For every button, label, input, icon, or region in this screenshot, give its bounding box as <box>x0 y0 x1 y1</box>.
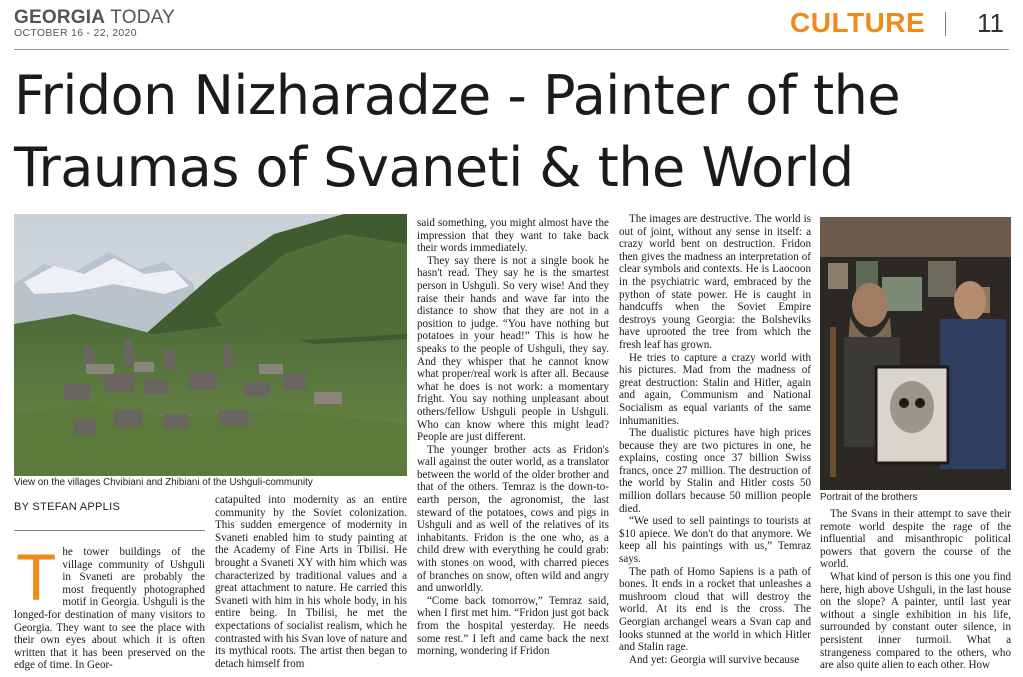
paragraph: The path of Homo Sapiens is a path of bones. It ends in a rocket that unleashes a mushroom cloud that will destroy the world. At its end is the cross. The Georgian archangel wears a Svan cap and looks stunned at the world in which Hitler and Stalin rage. <box>619 565 811 654</box>
paragraph: “We used to sell paintings to tourists at $10 apiece. We don't do that anymore. We keep all his paintings with us,” Temraz says. <box>619 515 811 566</box>
article-column-4 <box>619 213 811 666</box>
byline-rule <box>14 530 205 531</box>
article-column-5 <box>820 508 1011 672</box>
paragraph: The Svans in their attempt to save their remote world despite the rage of the influential and misanthropic political powers that govern the course of the world. <box>820 508 1011 571</box>
paragraph: He tries to capture a crazy world with his pictures. Mad from the madness of great destruction: Stalin and Hitler, again and again, Communism and National Socialism as equal variants of the same inhumanities. <box>619 351 811 427</box>
article-headline: Fridon Nizharadze - Painter of the Traumas of Svaneti & the World <box>14 64 901 199</box>
landscape-photo <box>14 214 407 476</box>
drop-cap: T <box>16 540 57 614</box>
paragraph: “Come back tomorrow,” Temraz said, when I first met him. “Fridon just got back from the hospital yesterday. He needs some rest.” I left and came back the next morning, wondering if Fridon <box>417 594 609 658</box>
paragraph: They say there is not a single book he hasn't read. They say he is the smartest person in Ushguli. So very wise! And they raise their hands and wave far into the distance to show that they are not in a position to judge. “You have nothing but potatoes in your head!” This is how he speaks to the people of Ushguli, they say. And they whisper that he cannot know what proper/real work is after all. Because what he does is not work: a momentary fright. You say nothing unpleasant about others/fellow Ushguli people in Ushguli. Who can know where this might lead? People are just different. <box>417 254 609 444</box>
paragraph: catapulted into modernity as an entire community by the Soviet colonization. This sudden emergence of modernity in Svaneti enabled him to study painting at the Academy of Fine Arts in Tbilisi. He brought a Svaneti XY with him which was characterized by traditional values and a great attachment to nature. He carried this Svaneti with him in his whole body, in his entire being. In Tbilisi, he met the expectations of socialist realism, which he contrasted with his Svan love of nature and its mythical roots. The artist then began to detach himself from <box>215 494 407 670</box>
photo-caption: Portrait of the brothers <box>820 492 918 503</box>
masthead <box>14 8 175 39</box>
paragraph: And yet: Georgia will survive because <box>629 653 800 666</box>
paragraph: said something, you might almost have the impression that they want to take back their words immediately. <box>417 217 609 255</box>
section-label: CULTURE <box>790 7 926 38</box>
article-column-3 <box>417 217 609 658</box>
issue-date: OCTOBER 16 - 22, 2020 <box>14 27 137 39</box>
paragraph: he tower buildings of the village community of Ushguli in Svaneti are probably the most frequently photographed motif in Georgia. Ushguli is the longed-for destination of many visitors to Georgia. They want to see the place with their own eyes about which it is often written that it has been preserved on the edge of time. In Geor- <box>14 546 205 672</box>
newspaper-logo: GEORGIA TODAY <box>14 7 175 28</box>
paragraph: What kind of person is this one you find here, high above Ushguli, in the last house on the slope? A painter, until last year without a single exhibition in his life, surrounded by constant outer silence, in persistent inner turmoil. What a strangeness compared to the others, who are also quite alien to each other. How <box>820 570 1011 672</box>
photo-caption: View on the villages Chvibiani and Zhibiani of the Ushguli-community <box>14 477 313 488</box>
paragraph: The images are destructive. The world is out of joint, without any sense in itself: a crazy world bent on destruction. Fridon then gives the madness an interpretation of clear symbols and contexts. He is Laocoon in the psychiatric ward, embraced by the python of state power. He is caught in handcuffs when the Soviet Empire destroys young Georgia: the Bolsheviks have uprooted the tree from which the fresh leaf has grown. <box>619 213 811 351</box>
paragraph: The younger brother acts as Fridon's wall against the outer world, as a translator between the world of the older brother and that of the others. Temraz is the down-to-earth person, the agronomist, the last steward of the potatoes, cows and pigs in Ushguli and as well of the relatives of its inhabitants. Fridon is the one who, as a child drew with everything he could grab: with stones on wood, with charred pieces of branches on snow, often wild and angry and unworldly. <box>417 443 609 595</box>
portrait-photo <box>820 217 1011 490</box>
article-column-2 <box>215 494 407 670</box>
header-rule <box>14 49 1009 50</box>
article-column-1 <box>14 540 205 672</box>
paragraph: The dualistic pictures have high prices because they are two pictures in one, he explains, costing once 37 billion Swiss francs, once 27 million. The destruction of the world by Stalin and Hitler costs 50 million dollars because 50 million people died. <box>619 427 811 515</box>
page-number: 11 <box>977 8 1004 38</box>
header-divider <box>945 12 946 36</box>
byline: BY STEFAN APPLIS <box>14 501 121 513</box>
